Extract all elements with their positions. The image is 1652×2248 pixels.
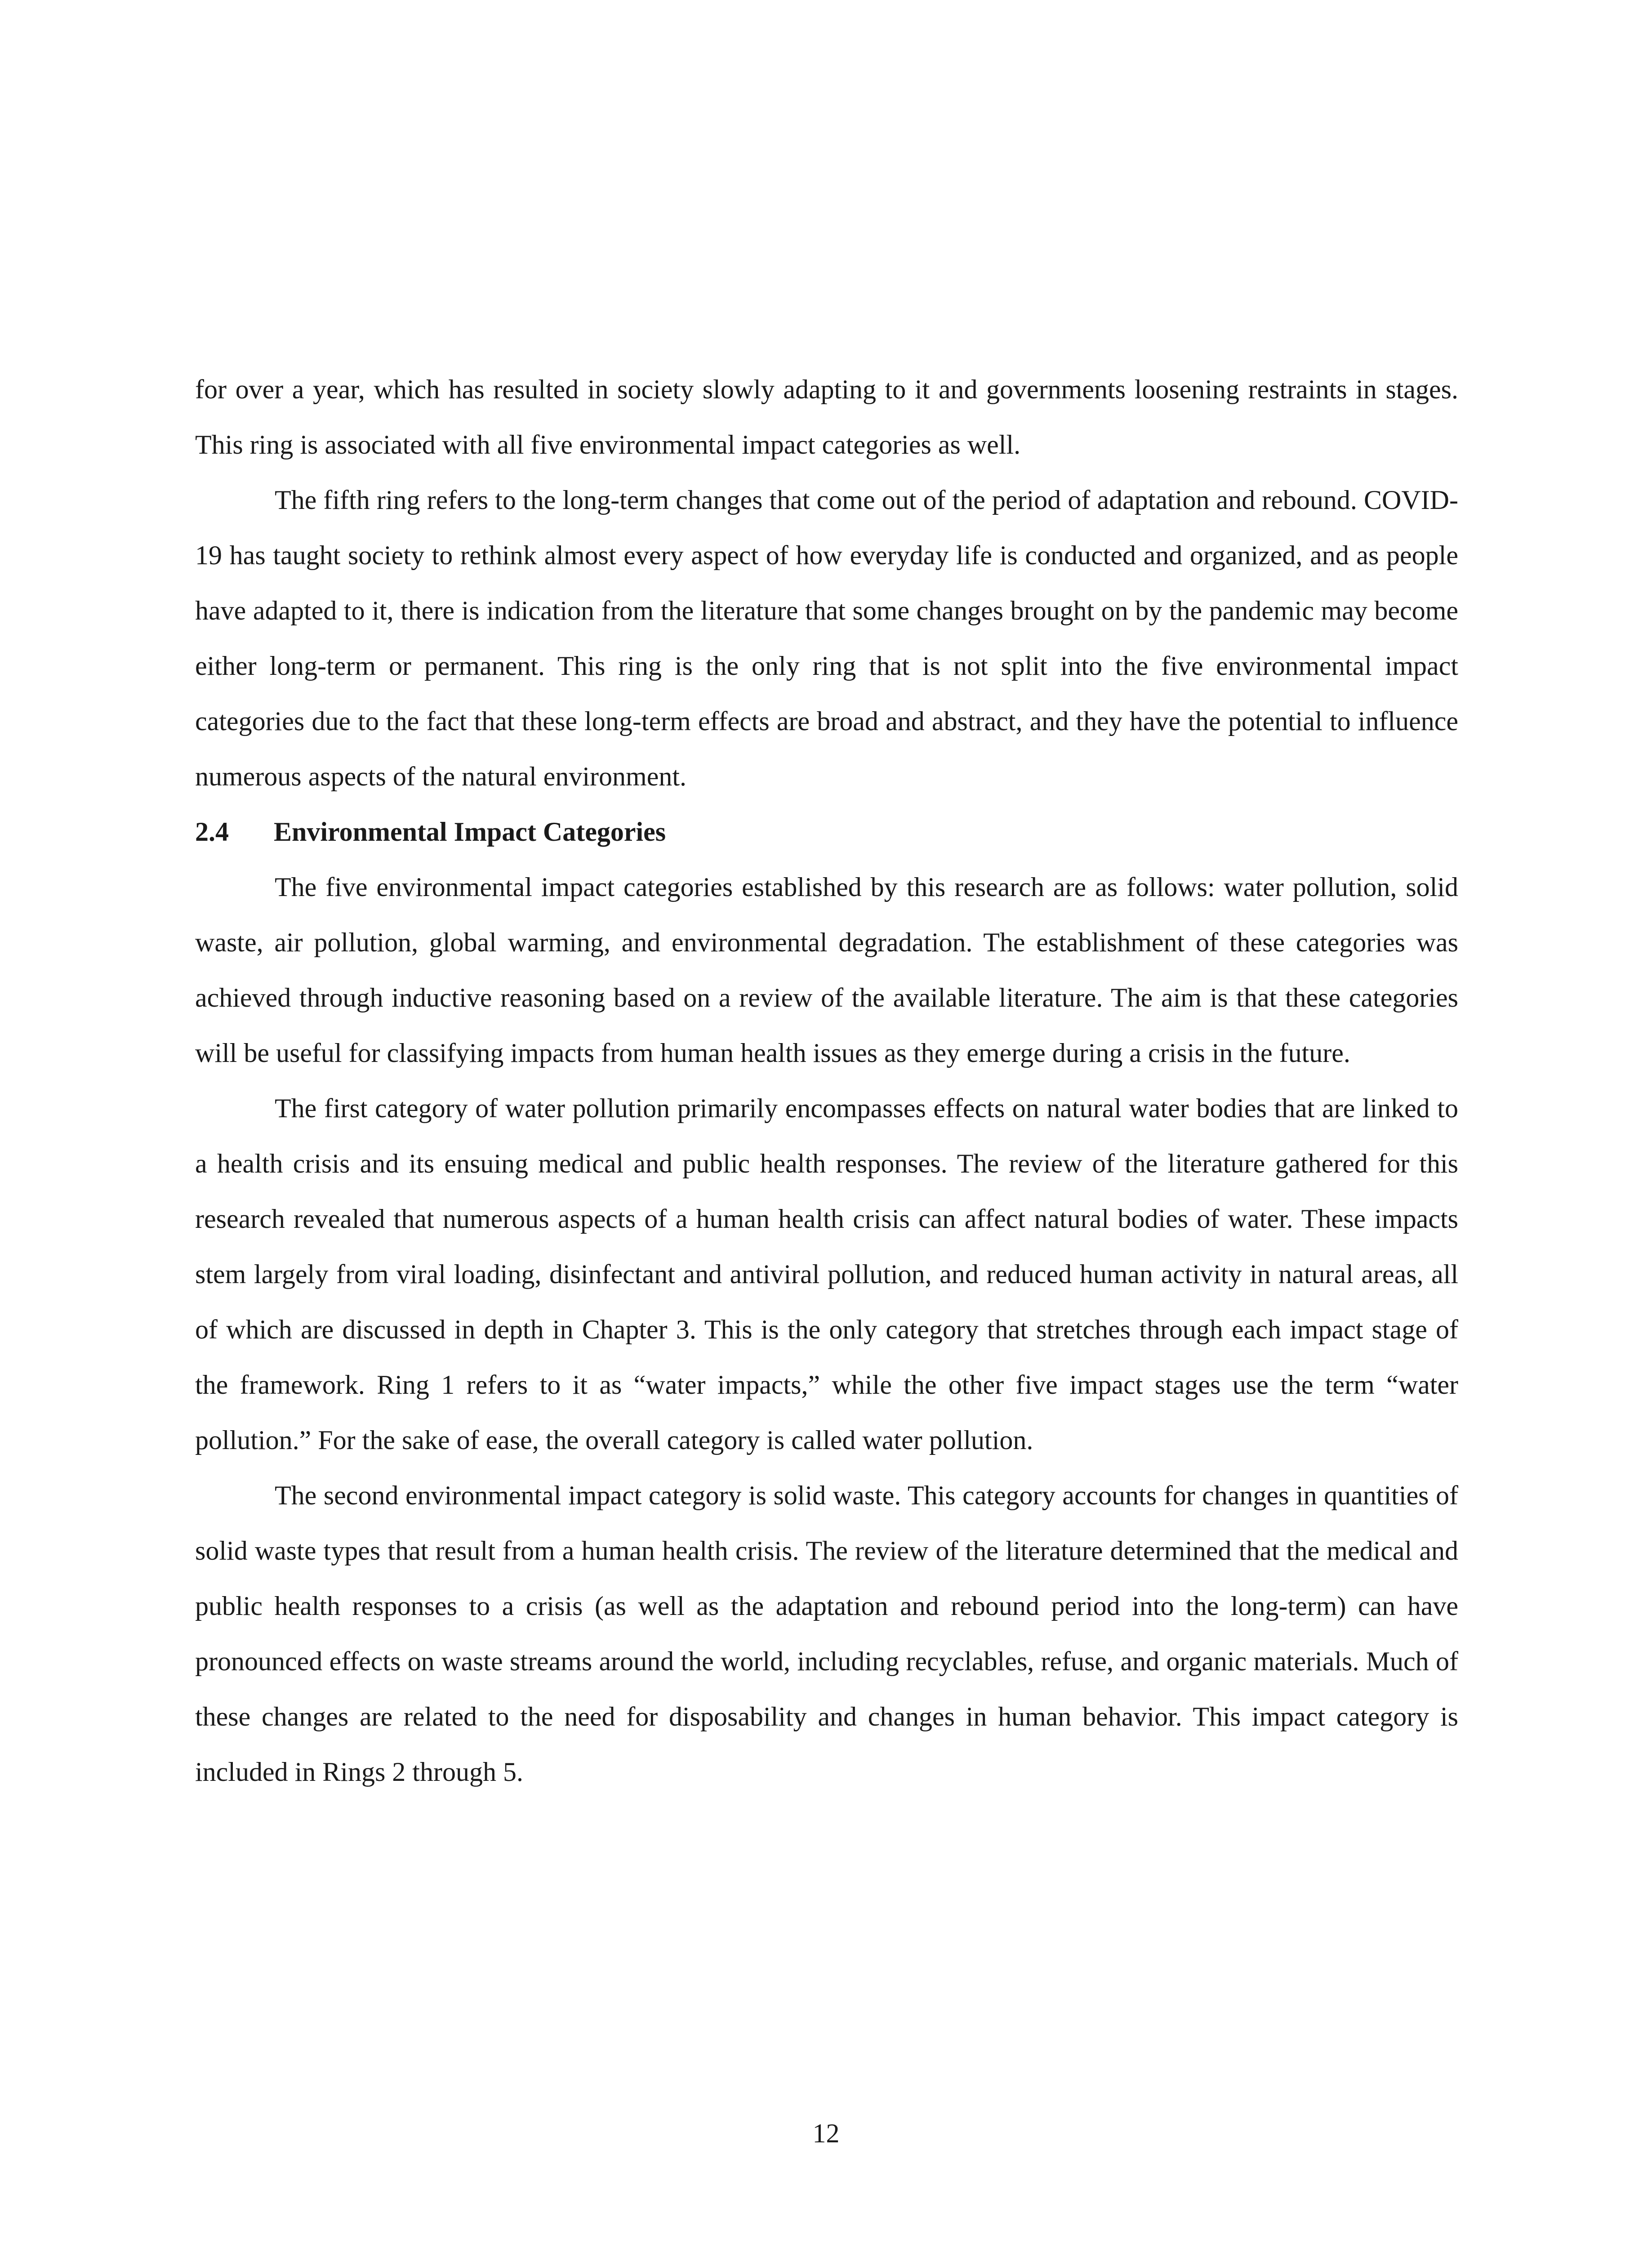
paragraph-continued: for over a year, which has resulted in society slowly adapting to it and governments loosening restraints in stages. This ring is associated with all five environmental impact categories as well. <box>195 375 1458 459</box>
paragraph-water-pollution: The first category of water pollution primarily encompasses effects on natural water bodies that are linked to a health crisis and its ensuing medical and public health responses. The review of the literature gathered for this research revealed that numerous aspects of a human health crisis can affect natural bodies of water. These impacts stem largely from viral loading, disinfectant and antiviral pollution, and reduced human activity in natural areas, all of which are discussed in depth in Chapter 3. This is the only category that stretches through each impact stage of the framework. Ring 1 refers to it as “water impacts,” while the other five impact stages use the term “water pollution.” For the sake of ease, the overall category is called water pollution. <box>195 1093 1458 1455</box>
paragraph-categories-intro: The five environmental impact categories established by this research are as follows: water pollution, solid waste, air pollution, global warming, and environmental degradation. The establishment of these categories was achieved through inductive reasoning based on a review of the available literature. The aim is that these categories will be useful for classifying impacts from human health issues as they emerge during a crisis in the future. <box>195 872 1458 1068</box>
section-number: 2.4 <box>195 817 229 847</box>
page-number: 12 <box>812 2119 840 2148</box>
section-title: Environmental Impact Categories <box>274 817 666 847</box>
section-heading <box>195 804 1458 860</box>
body-text <box>195 362 1458 1800</box>
paragraph-solid-waste: The second environmental impact category is solid waste. This category accounts for changes in quantities of solid waste types that result from a human health crisis. The review of the literature determined that the medical and public health responses to a crisis (as well as the adaptation and rebound period into the long-term) can have pronounced effects on waste streams around the world, including recyclables, refuse, and organic materials. Much of these changes are related to the need for disposability and changes in human behavior. This impact category is included in Rings 2 through 5. <box>195 1481 1458 1787</box>
paragraph-fifth-ring: The fifth ring refers to the long-term changes that come out of the period of adaptation and rebound. COVID-19 has taught society to rethink almost every aspect of how everyday life is conducted and organized, and as people have adapted to it, there is indication from the literature that some changes brought on by the pandemic may become either long-term or permanent. This ring is the only ring that is not split into the five environmental impact categories due to the fact that these long-term effects are broad and abstract, and they have the potential to influence numerous aspects of the natural environment. <box>195 485 1458 791</box>
